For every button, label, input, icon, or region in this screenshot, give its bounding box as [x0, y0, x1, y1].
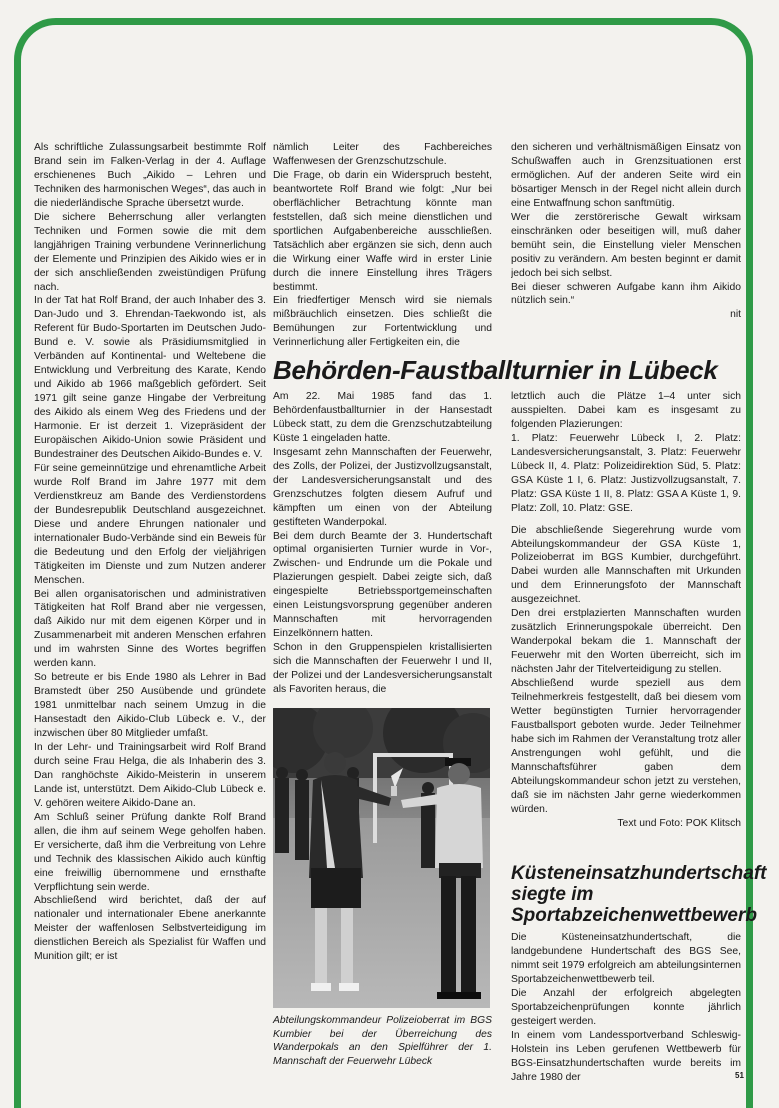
paragraph: Die Anzahl der erfolgreich abgelegten Sportabzeichenprüfungen konnte jährlich gesteigert werden.: [511, 987, 741, 1027]
paragraph: In einem vom Landessportverband Schleswig-Holstein ins Leben gerufenen Wettbewerb für BGS-Einsatzhundertschaften wurde bereits im Jahre 1980 der: [511, 1029, 741, 1081]
paragraph: Bei dieser schweren Aufgabe kann ihm Aikido nützlich sein.“: [511, 281, 741, 307]
paragraph: Bei allen organisatorischen und administrativen Tätigkeiten hat Rolf Brand aber nie vergessen, daß Aikido nur mit dem eigenen Körper und in Zusammenarbeit mit anderen Menschen erfahren und im wahrsten Sinne des Wortes begriffen werden kann.: [34, 588, 266, 670]
paragraph: Als schriftliche Zulassungsarbeit bestimmte Rolf Brand sein im Falken-Verlag in der 4. Auflage erschienenes Buch „Aikido – Lehren und Techniken des harmonischen Weges“, das auch in die niederländische Sprache übersetzt wurde.: [34, 142, 266, 209]
paragraph: Am Schluß seiner Prüfung dankte Rolf Brand allen, die ihm auf seinem Wege geholfen haben. Er versicherte, daß ihm die Verbreitung von Lehre und Technik des klassischen Aikido auch künftig eine freiwillig übernommene und ernsthafte Verpflichtung sein werde.: [34, 811, 266, 893]
paragraph: Abschließend wurde speziell aus dem Teilnehmerkreis festgestellt, daß bei diesem vom Wetter begünstigten Turnier hervorragender Faustballsport geboten wurde. Jeder Teilnehmer habe sich im Rahmen der Veranstaltung trotz aller Anstrengungen wohl gefühlt, und die Mannschaftsführer gaben dem Abteilungskommandeur schon jetzt zu verstehen, daß sie im nächsten Jahr gerne wiederkommen würden.: [511, 678, 741, 815]
paragraph: nämlich Leiter des Fachbereiches Waffenwesen der Grenzschutzschule.: [273, 142, 492, 167]
paragraph: Die Küsteneinsatzhundertschaft, die landgebundene Hundertschaft des BGS See, nimmt seit 1979 erfolgreich am abteilungsinternen Sportabzeichenwettbewerb teil.: [511, 932, 741, 985]
article-sportabzeichen-column: [511, 931, 741, 1081]
paragraph: In der Tat hat Rolf Brand, der auch Inhaber des 3. Dan-Judo und 3. Ehrendan-Taekwondo ist, als Referent für Budo-Sportarten im Deutschen Judo-Bund e. V. sowie als Präsidiumsmitglied in Verbänden auf Kontinental- und Weltebene die Entwicklung und Verbreitung des Karate, Kendo und Aikido ab 1966 maßgeblich gefördert. Seit 1971 gilt seine ganze Hingabe der Verbreitung des Aikido als einem Weg des Friedens und der Harmonie. Er ist derzeit 1. Vizepräsident der Europäischen Aikido-Union sowie Präsident und Bundestrainer des Deutschen Aikido-Bundes e. V.: [34, 295, 266, 460]
paragraph: Den drei erstplazierten Mannschaften wurden zusätzlich Erinnerungspokale überreicht. Den Wanderpokal bekam die 1. Mannschaft der Feuerwehr mit den Worten überreicht, sich im nächsten Jahr der Titelverteidigung zu stellen.: [511, 608, 741, 676]
paragraph: Bei dem durch Beamte der 3. Hundertschaft optimal organisierten Turnier wurde in Vor-, Zwischen- und Endrunde um die Pokale und Plazierungen gespielt. Dabei zeigte sich, daß eingespielte Betriebssportgemeinschaften einen Leistungsvorsprung gegenüber anderen Mannschaften mit hervorragenden Einzelkönnern hatten.: [273, 530, 492, 640]
headline-sportabzeichen: Küsteneinsatzhundertschaft siegte im Sportabzeichenwettbewerb: [511, 863, 767, 926]
article-faustball-column-1: [273, 390, 492, 700]
paragraph: Am 22. Mai 1985 fand das 1. Behördenfaustballturnier in der Hansestadt Lübeck statt, zu dem die Grenzschutzabteilung Küste 1 eingeladen hatte.: [273, 391, 492, 444]
paragraph: Die sichere Beherrschung aller verlangten Techniken und Formen sowie die mit dem langjährigen Training verbundene Verinnerlichung der Elemente und Prinzipien des Aikido wies er in der sich anschließenden zweistündigen Prüfung nach.: [34, 211, 266, 293]
paragraph: Die abschließende Siegerehrung wurde vom Abteilungskommandeur der GSA Küste 1, Polizeioberrat im BGS Kumbier, durchgeführt. Dabei wurden alle Mannschaften mit Urkunden und dem Erinnerungsfoto der Mannschaft ausgezeichnet.: [511, 524, 741, 606]
paragraph: den sicheren und verhältnismäßigen Einsatz von Schußwaffen auch in Grenzsituationen erst ermöglichen. Auf der anderen Seite wird ein bösartiger Mensch in der Regel nicht allein durch eine Entwaffnung schon sanftmütig.: [511, 142, 741, 209]
paragraph: Für seine gemeinnützige und ehrenamtliche Arbeit wurde Rolf Brand im Jahre 1977 mit dem Verdienstkreuz am Bande des Verdienstordens der Bundesrepublik Deutschland ausgezeichnet. Diese und andere Ehrungen nationaler und internationaler Budo-Verbände sind ein Beweis für die Bedeutung und den Erfolg der vieljährigen Tätigkeiten im Dienste und zum Nutzen anderer Menschen.: [34, 462, 266, 586]
paragraph: letztlich auch die Plätze 1–4 unter sich ausspielten. Dabei kam es insgesamt zu folgenden Plazierungen:: [511, 391, 741, 430]
photo-caption: Abteilungskommandeur Polizeioberrat im BGS Kumbier bei der Überreichung des Wanderpokals an den Spielführer der 1. Mannschaft der Feuerwehr Lübeck: [273, 1015, 492, 1068]
paragraph: Wer die zerstörerische Gewalt wirksam einschränken oder beseitigen will, muß daher bemüht sein, die Einstellung vieler Menschen positiv zu verändern. Am besten beginnt er damit jedoch bei sich selbst.: [511, 211, 741, 279]
article-aikido-column-3: [511, 141, 741, 355]
author-signature: nit: [730, 309, 741, 321]
paragraph: Ein friedfertiger Mensch wird sie niemals mißbräuchlich einsetzen. Dies schließt die Bemühungen zur Fortentwicklung und Verinnerlichung aller Fertigkeiten ein, die: [273, 295, 492, 349]
paragraph: Schon in den Gruppenspielen kristallisierten sich die Mannschaften der Feuerwehr I und II, der Polizei und der Landesversicherungsanstalt als Favoriten heraus, die: [273, 642, 492, 696]
paragraph: Abschließend wird berichtet, daß der auf nationaler und internationaler Ebene anerkannte Meister der waffenlosen Selbstverteidigung im dienstlichen Bereich als Spezialist für Waffen und Munition gilt; er ist: [34, 895, 266, 963]
page-number: 51: [735, 1071, 744, 1080]
paragraph: Insgesamt zehn Mannschaften der Feuerwehr, des Zolls, der Polizei, der Justizvollzugsanstalt, der Landesversicherungsanstalt und des Grenzschutzes folgten diesem Aufruf und kämpften um einen von der Abteilung gestifteten Wanderpokal.: [273, 446, 492, 528]
article-aikido-column-2: [273, 141, 492, 353]
paragraph: Die Frage, ob darin ein Widerspruch besteht, beantwortete Rolf Brand wie folgt: „Nur bei oberflächlicher Betrachtung könnte man feststellen, daß sich meine dienstlichen und sportlichen Aufgabenbereiche ausschließen. Tatsächlich aber ergänzen sie sich, denn auch die Wirkung einer Waffe wird in erster Linie durch die innere Einstellung ihres Trägers bestimmt.: [273, 169, 492, 293]
article-aikido-column-1: [34, 141, 266, 1091]
paragraph: 1. Platz: Feuerwehr Lübeck I, 2. Platz: Landesversicherungsanstalt, 3. Platz: Feuerwehr Lübeck II, 4. Platz: Polizeidirektion Süd, 5. Platz: GSA Küste 1 I, 6. Platz: Justizvollzugsanstalt, 7. Platz: GSA Küste 1 II, 8. Platz: GSA A Küste 1, 9. Platz: Zoll, 10. Platz: GSE.: [511, 432, 741, 514]
award-ceremony-photo: [273, 708, 490, 1008]
paragraph: So betreute er bis Ende 1980 als Lehrer in Bad Bramstedt über 250 Ausübende und gründete 1981 unmittelbar nach seinem Umzug in die Hansestadt den Aikido-Club Lübeck e. V., der inzwischen über 80 Mitglieder umfaßt.: [34, 672, 266, 740]
article-faustball-column-2: [511, 390, 741, 858]
headline-faustball: Behörden-Faustballturnier in Lübeck: [273, 355, 718, 385]
paragraph: In der Lehr- und Trainingsarbeit wird Rolf Brand durch seine Frau Helga, die als Inhaberin des 3. Dan ranghöchste Aikido-Meisterin in unserem Lande ist, unterstützt. Dem Aikido-Club Lübeck e. V. gehören weitere Aikido-Dane an.: [34, 741, 266, 809]
photo-credit: Text und Foto: POK Klitsch: [617, 817, 741, 829]
